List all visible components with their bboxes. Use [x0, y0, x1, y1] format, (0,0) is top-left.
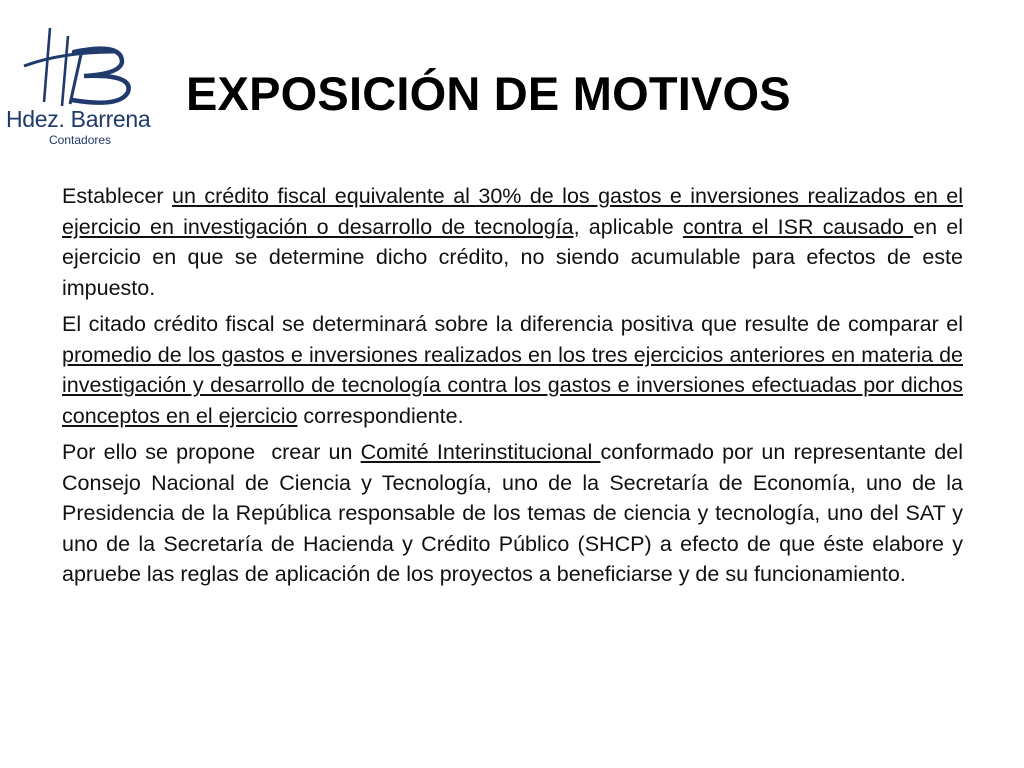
logo-subtitle: Contadores — [49, 133, 112, 147]
paragraph-2-underline-a: promedio de los gastos e inversiones realizados en los tres ejercicios anteriores en materia de investigación y desarrollo de tecnología contra los gastos e inversiones efectuadas por dichos conceptos en el ejercicio — [62, 342, 963, 428]
page-title: EXPOSICIÓN DE MOTIVOS — [186, 67, 791, 120]
paragraph-2 — [62, 309, 963, 431]
paragraph-3-text-a: Por ello se propone crear un — [62, 440, 361, 464]
paragraph-1-text-a: Establecer — [62, 184, 173, 208]
paragraph-3-underline-a: Comité Interinstitucional — [360, 440, 601, 464]
paragraph-1-text-b: aplicable — [579, 214, 683, 239]
hb-monogram-icon — [22, 22, 142, 108]
body-text — [62, 181, 963, 596]
paragraph-2-text-b: correspondiente. — [297, 403, 464, 428]
paragraph-3-text-b: conformado por un representante del Consejo Nacional de Ciencia y Tecnología, uno de la Secretaría de Economía, uno de la Presidencia de la República responsable de los temas de ciencia y tecnología, uno del SAT y uno de la Secretaría de Hacienda y Crédito Público (SHCP) a efecto de que éste elabore y apruebe las reglas de aplicación de los proyectos a beneficiarse y de su funcionamiento. — [62, 440, 964, 586]
company-logo — [6, 22, 154, 152]
paragraph-1-underline-a: un crédito fiscal equivalente al 30% de los gastos e inversiones realizados en el ejercicio en investigación o desarrollo de tecnología, — [62, 184, 963, 239]
paragraph-1 — [62, 181, 963, 303]
paragraph-1-underline-b: contra el ISR causado — [682, 214, 914, 239]
paragraph-3 — [62, 437, 963, 590]
logo-name: Hdez. Barrena — [6, 106, 151, 132]
paragraph-2-text-a: El citado crédito fiscal se determinará sobre la diferencia positiva que resulte de comparar el — [62, 312, 963, 336]
paragraph-1-text-c: en el ejercicio en que se determine dicho crédito, no siendo acumulable para efectos de este impuesto. — [62, 214, 963, 300]
